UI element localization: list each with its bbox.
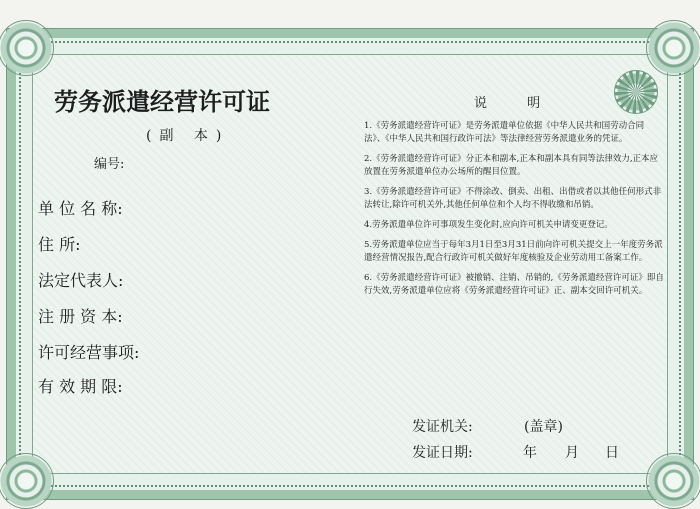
field-company-name [38, 196, 128, 220]
issue-day-label: 日 [605, 445, 619, 461]
notes-list [364, 120, 664, 305]
serial-number-label: 编号: [94, 157, 125, 172]
corner-ornament-top-left [0, 20, 54, 76]
field-label: 有 效 期 限: [38, 377, 123, 396]
field-label: 法定代表人: [38, 271, 124, 290]
certificate-subtitle: (副 本) [146, 128, 230, 144]
note-item: 1.《劳务派遣经营许可证》是劳务派遣单位依据《中华人民共和国劳动合同法》、《中华人民共和国行政许可法》等法律经营劳务派遣业务的凭证。 [364, 121, 645, 144]
rosette-emblem-icon [614, 70, 658, 114]
corner-ornament-bottom-right [646, 453, 700, 509]
field-address [38, 232, 86, 256]
certificate-title: 劳务派遣经营许可证 [54, 88, 270, 116]
field-registered-capital [38, 304, 128, 328]
note-item: 2.《劳务派遣经营许可证》分正本和副本,正本和副本具有同等法律效力,正本应放置在劳务派遣单位办公场所的醒目位置。 [364, 154, 659, 177]
note-item: 4.劳务派遣单位许可事项发生变化时,应向许可机关申请变更登记。 [364, 220, 613, 230]
field-label: 许可经营事项: [38, 343, 140, 362]
note-item: 6.《劳务派遣经营许可证》被撤销、注销、吊销的,《劳务派遣经营许可证》即自行失效,劳务派遣单位应将《劳务派遣经营许可证》正、副本交回许可机关。 [364, 273, 664, 296]
issue-year-label: 年 [523, 445, 537, 461]
corner-ornament-bottom-left [0, 453, 54, 509]
field-legal-representative [38, 268, 129, 292]
field-label: 单 位 名 称: [38, 199, 123, 218]
issue-date-label: 发证日期: [412, 445, 473, 461]
issuing-authority-label: 发证机关: [412, 419, 473, 435]
field-validity-period [38, 374, 128, 398]
issue-month-label: 月 [565, 445, 579, 461]
corner-ornament-top-right [646, 20, 700, 76]
note-item: 3.《劳务派遣经营许可证》不得涂改、倒卖、出租、出借或者以其他任何形式非法转让,除许可机关外,其他任何单位和个人均不得收缴和吊销。 [364, 187, 662, 210]
field-licensed-business [38, 340, 145, 364]
note-item: 5.劳务派遣单位应当于每年3月1日至3月31日前向许可机关提交上一年度劳务派遣经营情况报告,配合行政许可机关做好年度核验及企业劳动用工备案工作。 [364, 240, 663, 263]
field-label: 注 册 资 本: [38, 307, 123, 326]
field-label: 住 所: [38, 235, 81, 254]
notes-title: 说 明 [474, 96, 559, 111]
seal-label: (盖章) [524, 419, 563, 435]
